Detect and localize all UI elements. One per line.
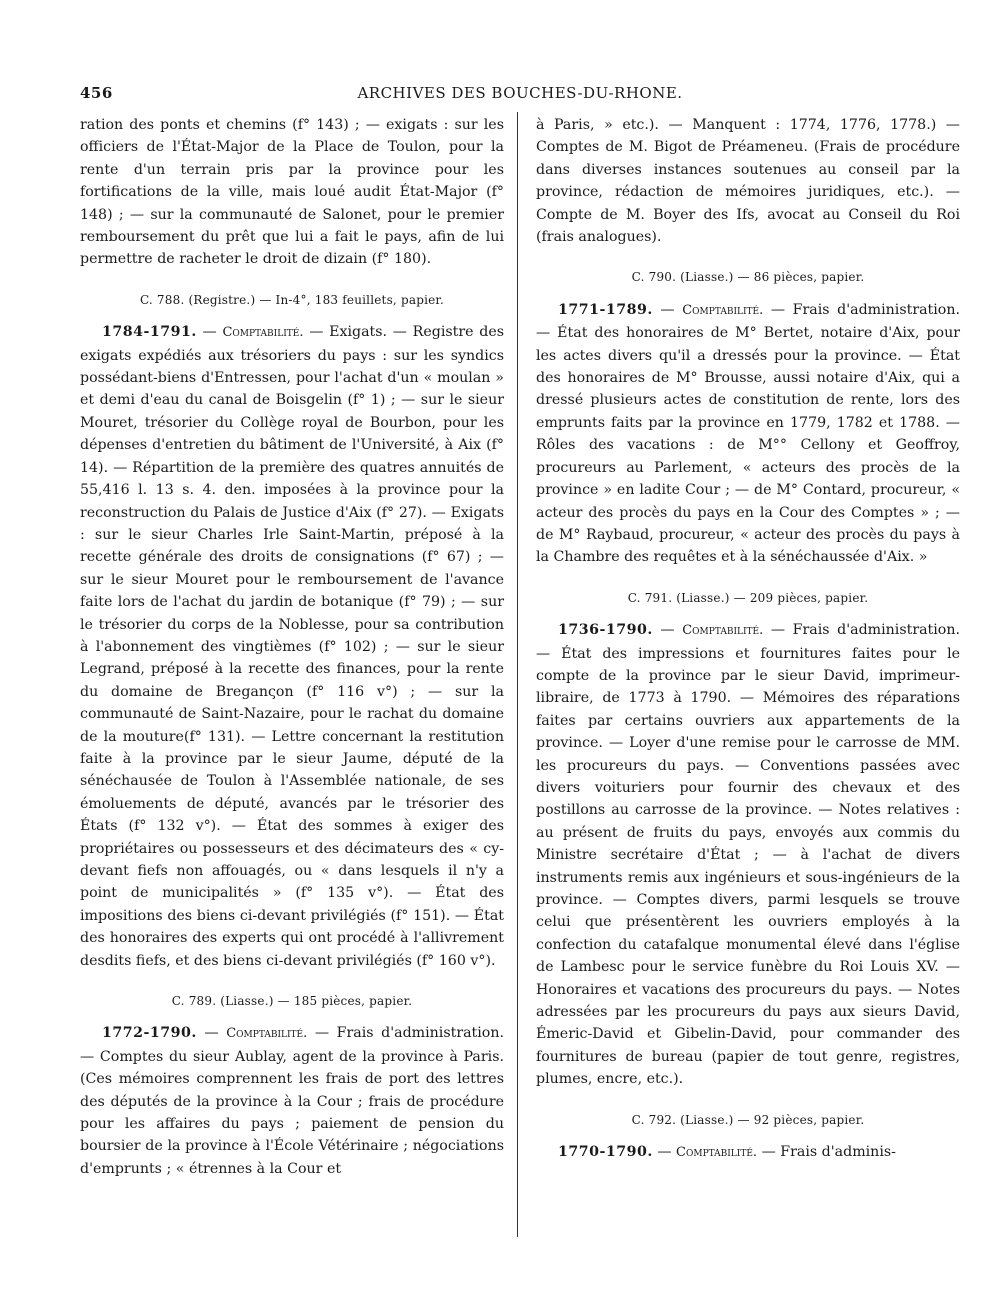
entry-body: — Frais d'administration. — État des impressions et fournitures faites pour le compte de la province par le sieur David, imprimeur-libraire, de 1773 à 1790. — Mémoires des réparations faites par certains ouvriers aux appartements de la province. — Loyer d'une remise pour le carrosse de MM. les procureurs du pays. — Conventions passées avec divers voituriers pour fournir des chevaux et des postillons au carrosse de la province. — Notes relatives : au présent de fruits du pays, envoyés aux commis du Ministre secrétaire d'État ; — à l'achat de divers instruments remis aux ingénieurs et sous-ingénieurs de la province. — Comptes divers, parmi lesquels se trouve celui que présentèrent les ouvriers employés à la confection du catafalque monumental élevé dans l'église de Lambesc pour le service funèbre du Roi Louis XV. — Honoraires et vacations des procureurs du pays. — Notes adressées par les procureurs du pays aux sieurs David, Émeric-David et Gibelin-David, pour commander des fournitures de bureau (papier de tout genre, registres, plumes, encre, etc.). — [536, 622, 960, 1088]
entry-date: 1772-1790. — [102, 1025, 197, 1042]
entry-text: 1784-1791. — Comptabilité. — Exigats. — Registre des exigats expédiés aux trésoriers du pays : sur les syndics possédant-biens d'Entressen, pour l'achat d'un « moulan » et demi d'eau du canal de Boisgelin (f° 1) ; — sur le sieur Mouret, trésorier du Collège royal de Bourbon, pour les dépenses d'entretien du bâtiment de l'Université, à Aix (f° 14). — Répartition de la première des quatres annuités de 55,416 l. 13 s. 4. den. imposées à la province pour la reconstruction du Palais de Justice d'Aix (f° 27). — Exigats : sur le sieur Charles Irle Saint-Martin, préposé à la recette générale des droits de consignations (f° 67) ; — sur le sieur Mouret pour le remboursement de l'avance faite lors de l'achat du jardin de botanique (f° 79) ; — sur le trésorier du corps de la Noblesse, pour sa contribution à l'abonnement des vingtièmes (f° 102) ; — sur le sieur Legrand, préposé à la recette des finances, pour la rente du domaine de Breganςon (f° 116 v°) ; — sur la communauté de Saint-Nazaire, pour le rachat du domaine de la mouture(f° 131). — Lettre concernant la restitution faite à la province par le sieur Jaume, député de la sénéchausée de Toulon à l'Assemblée nationale, de ses émoluements de député, avancés par le trésorier des États (f° 132 v°). — État des sommes à exiger des propriétaires ou possesseurs et des décimateurs des « cy-devant fiefs non affouagés, ou « dans lesquels il n'y a point de municipalités » (f° 135 v°). — État des impositions des biens ci-devant privilégiés (f° 151). — État des honoraires des experts qui ont procédé à l'allivrement desdits fiefs, et des biens ci-devant privilégiés (f° 160 v°). — [80, 324, 505, 969]
entry-reference: C. 792. (Liasse.) — 92 pièces, papier. — [631, 1112, 865, 1127]
continuation-text: à Paris, » etc.). — Manquent : 1774, 1776, 1778.) — Comptes de M. Bigot de Préameneu. (Frais de procédure dans diverses instances soutenues au conseil par la province, rédaction de mémoires juridiques, etc.). — Compte de M. Boyer des Ifs, avocat au Conseil du Roi (frais analogues). — [536, 117, 960, 246]
entry-date: 1784-1791. — [102, 324, 197, 341]
entry-text: 1772-1790. — Comptabilité. — Frais d'administration. — Comptes du sieur Aublay, agent de la province à Paris. (Ces mémoires comprennent les frais de port des lettres des députés de la province à la Cour ; frais de procédure pour les affaires du pays ; paiement de pension du boursier de la province à l'École Vétérinaire ; négociations d'emprunts ; « étrennes à la Cour et — [80, 1025, 504, 1177]
entry-heading: Comptabilité. — [226, 1026, 308, 1042]
entry-body: — Frais d'administration. — État des honoraires de M° Bertet, notaire d'Aix, pour les actes divers qu'il a dressés pour la province. — État des honoraires de M° Brousse, aussi notaire d'Aix, qui a dressé plusieurs actes de constitution de rente, lors des emprunts faits par la province en 1779, 1782 et 1788. — Rôles des vacations : de M°° Cellony et Geoffroy, procureurs au Parlement, « acteurs des procès de la province » en ladite Cour ; — de M° Contard, procureur, « acteur des procès du pays en la Cour des Comptes » ; — de M° Raybaud, procureur, « acteur des procès du pays à la Chambre des requêtes et à la sénéchaussée d'Aix. » — [536, 301, 960, 566]
left-column — [80, 114, 504, 1180]
page-header — [80, 84, 960, 108]
entry-heading: Comptabilité. — [682, 302, 764, 318]
entry-body: — Frais d'adminis- — [761, 1144, 896, 1161]
entry-heading: Comptabilité. — [222, 325, 304, 341]
entry-date: 1770-1790. — [558, 1144, 653, 1161]
entry-heading: Comptabilité. — [676, 1145, 758, 1161]
entry-body: — Frais d'administration. — Comptes du sieur Aublay, agent de la province à Paris. (Ces mémoires comprennent les frais de port des lettres des députés de la province à la Cour ; frais de procédure pour les affaires du pays ; paiement de pension du boursier de la province à l'École Vétérinaire ; négociations d'emprunts ; « étrennes à la Cour et — [80, 1025, 504, 1177]
running-title: ARCHIVES DES BOUCHES-DU-RHONE. — [357, 84, 683, 102]
entry-text: 1736-1790. — Comptabilité. — Frais d'administration. — État des impressions et fournitures faites pour le compte de la province par le sieur David, imprimeur-libraire, de 1773 à 1790. — Mémoires des réparations faites par certains ouvriers aux appartements de la province. — Loyer d'une remise pour le carrosse de MM. les procureurs du pays. — Conventions passées avec divers voituriers pour fournir des chevaux et des postillons au carrosse de la province. — Notes relatives : au présent de fruits du pays, envoyés aux commis du Ministre secrétaire d'État ; — à l'achat de divers instruments remis aux ingénieurs et sous-ingénieurs de la province. — Comptes divers, parmi lesquels se trouve celui que présentèrent les ouvriers employés à la confection du catafalque monumental élevé dans l'église de Lambesc pour le service funèbre du Roi Louis XV. — Honoraires et vacations des procureurs du pays. — Notes adressées par les procureurs du pays aux sieurs David, Émeric-David et Gibelin-David, pour commander des fournitures de bureau (papier de tout genre, registres, plumes, encre, etc.). — [536, 622, 960, 1088]
entry-text: 1771-1789. — Comptabilité. — Frais d'administration. — État des honoraires de M° Bertet, notaire d'Aix, pour les actes divers qu'il a dressés pour la province. — État des honoraires de M° Brousse, aussi notaire d'Aix, qui a dressé plusieurs actes de constitution de rente, lors des emprunts faits par la province en 1779, 1782 et 1788. — Rôles des vacations : de M°° Cellony et Geoffroy, procureurs au Parlement, « acteurs des procès de la province » en ladite Cour ; — de M° Contard, procureur, « acteur des procès du pays en la Cour des Comptes » ; — de M° Raybaud, procureur, « acteur des procès du pays à la Chambre des requêtes et à la sénéchaussée d'Aix. » — [536, 301, 960, 566]
continuation-text: ration des ponts et chemins (f° 143) ; — exigats : sur les officiers de l'État-Major de la Place de Toulon, pour la rente d'un terrain pris par la province pour les fortifications de la ville, mais loué audit État-Major (f° 148) ; — sur la communauté de Salonet, pour le premier remboursement du prêt que lui a fait le pays, afin de lui permettre de racheter le droit de dizain (f° 180). — [80, 117, 504, 268]
entry-reference: C. 790. (Liasse.) — 86 pièces, papier. — [631, 270, 865, 285]
entry-reference: C. 791. (Liasse.) — 209 pièces, papier. — [627, 590, 869, 605]
entry-body: — Exigats. — Registre des exigats expédiés aux trésoriers du pays : sur les syndics possédant-biens d'Entressen, pour l'achat d'un « moulan » et demi d'eau du canal de Boisgelin (f° 1) ; — sur le sieur Mouret, trésorier du Collège royal de Bourbon, pour les dépenses d'entretien du bâtiment de l'Université, à Aix (f° 14). — Répartition de la première des quatres annuités de 55,416 l. 13 s. 4. den. imposées à la province pour la reconstruction du Palais de Justice d'Aix (f° 27). — Exigats : sur le sieur Charles Irle Saint-Martin, préposé à la recette générale des droits de consignations (f° 67) ; — sur le sieur Mouret pour le remboursement de l'avance faite lors de l'achat du jardin de botanique (f° 79) ; — sur le trésorier du corps de la Noblesse, pour sa contribution à l'abonnement des vingtièmes (f° 102) ; — sur le sieur Legrand, préposé à la recette des finances, pour la rente du domaine de Breganςon (f° 116 v°) ; — sur la communauté de Saint-Nazaire, pour le rachat du domaine de la mouture(f° 131). — Lettre concernant la restitution faite à la province par le sieur Jaume, député de la sénéchausée de Toulon à l'Assemblée nationale, de ses émoluements de député, avancés par le trésorier des États (f° 132 v°). — État des sommes à exiger des propriétaires ou possesseurs et des décimateurs des « cy-devant fiefs non affouagés, ou « dans lesquels il n'y a point de municipalités » (f° 135 v°). — État des impositions des biens ci-devant privilégiés (f° 151). — État des honoraires des experts qui ont procédé à l'allivrement desdits fiefs, et des biens ci-devant privilégiés (f° 160 v°). — [80, 324, 505, 969]
entry-reference: C. 789. (Liasse.) — 185 pièces, papier. — [171, 994, 413, 1009]
entry-reference: C. 788. (Registre.) — In-4°, 183 feuillets, papier. — [139, 292, 445, 307]
entry-date: 1736-1790. — [558, 622, 653, 639]
entry-heading: Comptabilité. — [682, 623, 764, 639]
column-divider — [517, 112, 518, 1237]
page-number: 456 — [80, 84, 113, 102]
entry-date: 1771-1789. — [558, 301, 653, 318]
right-column — [536, 114, 960, 1164]
entry-text: 1770-1790. — Comptabilité. — Frais d'adminis- — [558, 1144, 896, 1161]
